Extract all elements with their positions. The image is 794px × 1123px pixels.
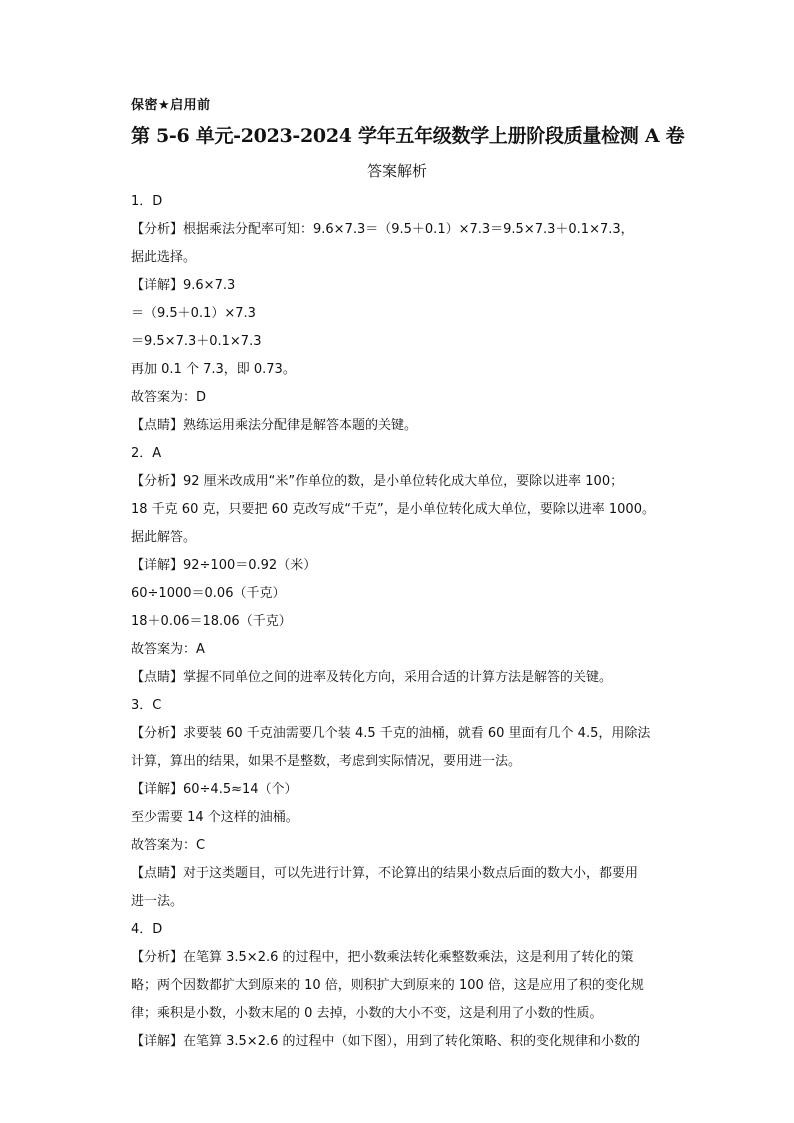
text-line: 【分析】求要装 60 千克油需要几个装 4.5 千克的油桶，就看 60 里面有几个 4.5，用除法	[131, 726, 651, 741]
text-line: 至少需要 14 个这样的油桶。	[131, 810, 299, 825]
text-line: 再加 0.1 个 7.3，即 0.73。	[131, 362, 296, 377]
text-line: 18 千克 60 克，只要把 60 克改写成“千克”，是小单位转化成大单位，要除以进率 1000。	[131, 502, 655, 517]
page-subtitle: 答案解析	[366, 162, 427, 180]
text-line: 【点睛】熟练运用乘法分配律是解答本题的关键。	[131, 418, 418, 433]
text-line: 故答案为：C	[131, 838, 206, 853]
text-line: 略；两个因数都扩大到原来的 10 倍，则积扩大到原来的 100 倍，这是应用了积的变化规	[131, 978, 644, 993]
text-line: 计算，算出的结果，如果不是整数，考虑到实际情况，要用进一法。	[131, 754, 522, 769]
text-line: 【详解】9.6×7.3	[131, 278, 236, 293]
text-line: ＝9.5×7.3＋0.1×7.3	[131, 334, 262, 349]
text-line: 2．A	[131, 446, 162, 461]
text-line: 【详解】60÷4.5≈14（个）	[131, 782, 298, 797]
text-line: 据此解答。	[131, 530, 197, 545]
answer-body	[131, 188, 679, 1056]
text-line: 进一法。	[131, 894, 184, 909]
text-line: 故答案为：A	[131, 642, 205, 657]
text-line: 据此选择。	[131, 250, 197, 265]
text-line: 故答案为：D	[131, 390, 207, 405]
text-line: 【点睛】掌握不同单位之间的进率及转化方向，采用合适的计算方法是解答的关键。	[131, 670, 613, 685]
confidential-label: 保密★启用前	[131, 98, 211, 113]
text-line: 【点睛】对于这类题目，可以先进行计算，不论算出的结果小数点后面的数大小，都要用	[131, 866, 639, 881]
text-line: 【分析】在笔算 3.5×2.6 的过程中，把小数乘法转化乘整数乘法，这是利用了转化的策	[131, 950, 634, 965]
text-line: 【分析】根据乘法分配率可知：9.6×7.3＝（9.5＋0.1）×7.3＝9.5×7.3＋0.1×7.3，	[131, 222, 634, 237]
text-line: 【详解】92÷100＝0.92（米）	[131, 558, 317, 573]
text-line: 4．D	[131, 922, 163, 937]
text-line: 【详解】在笔算 3.5×2.6 的过程中（如下图），用到了转化策略、积的变化规律和小数的	[131, 1034, 641, 1049]
text-line: ＝（9.5＋0.1）×7.3	[131, 306, 256, 321]
text-line: 3．C	[131, 698, 162, 713]
text-line: 60÷1000＝0.06（千克）	[131, 586, 286, 601]
page-title: 第 5-6 单元-2023-2024 学年五年级数学上册阶段质量检测 A 卷	[131, 125, 685, 147]
text-line: 1．D	[131, 194, 163, 209]
text-line: 律；乘积是小数，小数末尾的 0 去掉，小数的大小不变，这是利用了小数的性质。	[131, 1006, 603, 1021]
text-line: 【分析】92 厘米改成用“米”作单位的数，是小单位转化成大单位，要除以进率 100；	[131, 474, 624, 489]
text-line: 18＋0.06＝18.06（千克）	[131, 614, 292, 629]
